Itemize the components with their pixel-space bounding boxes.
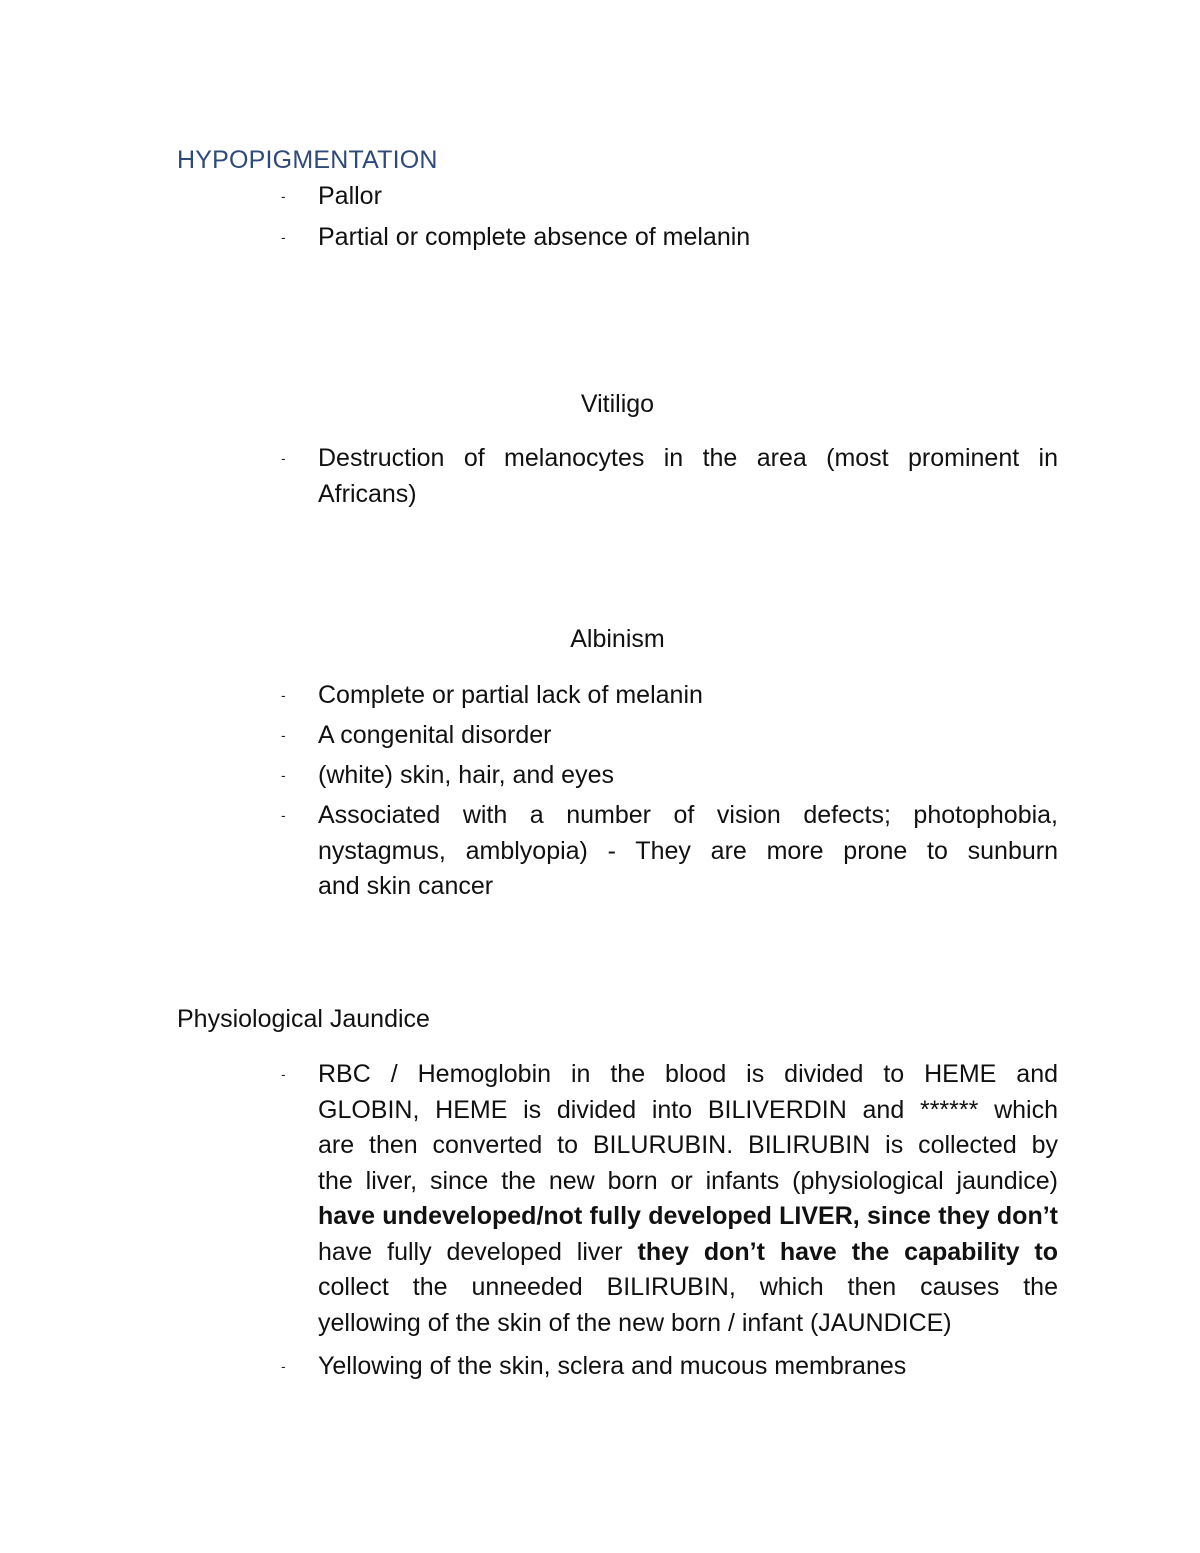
bold-text: they don’t have the capability to bbox=[637, 1237, 1058, 1266]
bullet-dash: - bbox=[281, 1358, 286, 1374]
list-item-line: yellowing of the skin of the new born / infant (JAUNDICE) bbox=[318, 1308, 952, 1337]
list-item-line: GLOBIN, HEME is divided into BILIVERDIN and ****** which bbox=[318, 1095, 1058, 1124]
bullet-dash: - bbox=[281, 188, 286, 204]
list-item bbox=[281, 678, 1058, 714]
bullet-dash: - bbox=[281, 807, 286, 823]
list-item-text: A congenital disorder bbox=[318, 721, 552, 749]
list-item-line: Destruction of melanocytes in the area (most prominent in bbox=[318, 444, 1058, 472]
list-item-line: Associated with a number of vision defects; photophobia, bbox=[318, 801, 1058, 829]
list-item-line: and skin cancer bbox=[318, 872, 494, 900]
list-item-line: collect the unneeded BILIRUBIN, which then causes the bbox=[318, 1273, 1058, 1301]
bullet-dash: - bbox=[281, 229, 286, 245]
bullet-dash: - bbox=[281, 450, 286, 466]
list-item bbox=[281, 1349, 1058, 1385]
section-title-albinism: Albinism bbox=[570, 625, 665, 653]
regular-text: have fully developed liver bbox=[318, 1237, 623, 1266]
list-item-text: Partial or complete absence of melanin bbox=[318, 223, 751, 251]
bullet-dash: - bbox=[281, 767, 286, 783]
list-item-text: Yellowing of the skin, sclera and mucous membranes bbox=[318, 1352, 907, 1380]
bullet-dash: - bbox=[281, 687, 286, 703]
list-item-line bbox=[318, 1199, 1058, 1235]
list-item-line: Africans) bbox=[318, 479, 417, 508]
section-title-physiological-jaundice: Physiological Jaundice bbox=[177, 1005, 430, 1033]
bullet-dash: - bbox=[281, 727, 286, 743]
list-item-line: the liver, since the new born or infants (physiological jaundice) bbox=[318, 1166, 1058, 1195]
list-item-text: (white) skin, hair, and eyes bbox=[318, 761, 614, 789]
bold-text: have undeveloped/not fully developed LIVER, since they don’t bbox=[318, 1202, 1058, 1230]
list-item-line: RBC / Hemoglobin in the blood is divided to HEME and bbox=[318, 1060, 1058, 1088]
list-item-text: Complete or partial lack of melanin bbox=[318, 681, 703, 709]
list-item bbox=[281, 179, 1058, 215]
list-item bbox=[281, 718, 1058, 754]
list-item-text: Pallor bbox=[318, 182, 382, 210]
section-title-vitiligo: Vitiligo bbox=[580, 390, 655, 418]
list-item-line: nystagmus, amblyopia) - They are more prone to sunburn bbox=[318, 836, 1058, 865]
list-item-line bbox=[318, 1235, 1058, 1271]
list-item bbox=[281, 798, 1058, 905]
list-item bbox=[281, 441, 1058, 512]
list-item bbox=[281, 1057, 1058, 1341]
list-item bbox=[281, 220, 1058, 256]
section-title-hypopigmentation: HYPOPIGMENTATION bbox=[177, 146, 438, 174]
list-item-line: are then converted to BILURUBIN. BILIRUBIN is collected by bbox=[318, 1131, 1058, 1159]
list-item bbox=[281, 758, 1058, 794]
bullet-dash: - bbox=[281, 1066, 286, 1082]
